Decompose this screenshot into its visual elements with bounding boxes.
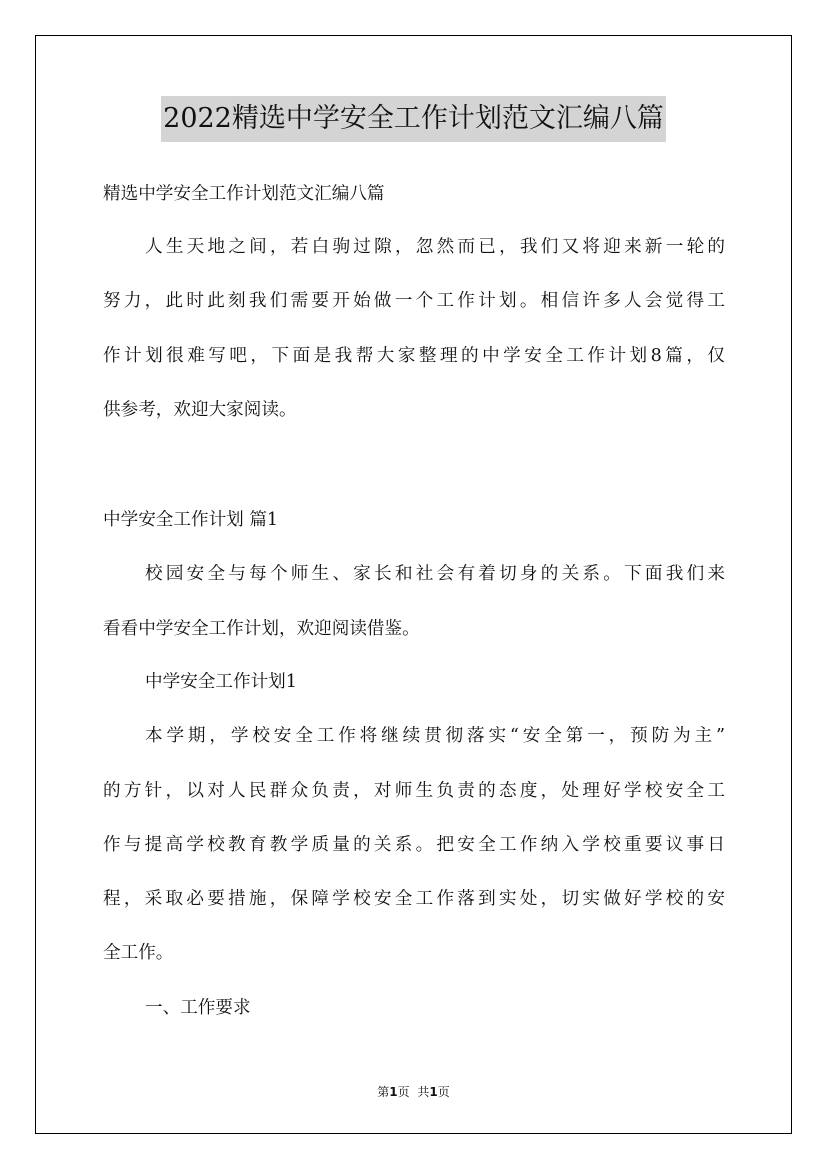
- body-line-3: 作与提高学校教育教学质量的关系。把安全工作纳入学校重要议事日: [103, 835, 725, 855]
- section-heading: 中学安全工作计划 篇1: [103, 510, 279, 530]
- body-line-2: 的方针，以对人民群众负责，对师生负责的态度，处理好学校安全工: [103, 781, 725, 801]
- intro-line-2: 努力，此时此刻我们需要开始做一个工作计划。相信许多人会觉得工: [103, 291, 725, 311]
- intro-line-3: 作计划很难写吧，下面是我帮大家整理的中学安全工作计划8篇，仅: [103, 346, 725, 366]
- intro-line-1: 人生天地之间，若白驹过隙，忽然而已，我们又将迎来新一轮的: [145, 237, 725, 257]
- footer-total-prefix: 共: [417, 1085, 430, 1099]
- body-line-5: 全工作。: [103, 943, 174, 963]
- document-title: 2022精选中学安全工作计划范文汇编八篇: [161, 96, 666, 142]
- body-line-1: 本学期，学校安全工作将继续贯彻落实“安全第一，预防为主”: [145, 726, 725, 746]
- section-intro-line-2: 看看中学安全工作计划，欢迎阅读借鉴。: [103, 619, 420, 639]
- footer-total-number: 1: [429, 1085, 438, 1099]
- footer-page-number: 1: [389, 1085, 398, 1099]
- body-line-4: 程，采取必要措施，保障学校安全工作落到实处，切实做好学校的安: [103, 889, 725, 909]
- plan-heading: 中学安全工作计划1: [145, 672, 297, 692]
- page-footer: [0, 1083, 827, 1100]
- intro-line-4: 供参考，欢迎大家阅读。: [103, 400, 297, 420]
- subtitle-line: 精选中学安全工作计划范文汇编八篇: [103, 184, 385, 204]
- subheading: 一、工作要求: [145, 998, 251, 1018]
- footer-prefix: 第: [377, 1085, 390, 1099]
- footer-page-suffix: 页: [397, 1085, 410, 1099]
- title-block: [0, 96, 827, 142]
- footer-total-suffix: 页: [437, 1085, 450, 1099]
- section-intro-line-1: 校园安全与每个师生、家长和社会有着切身的关系。下面我们来: [145, 564, 725, 584]
